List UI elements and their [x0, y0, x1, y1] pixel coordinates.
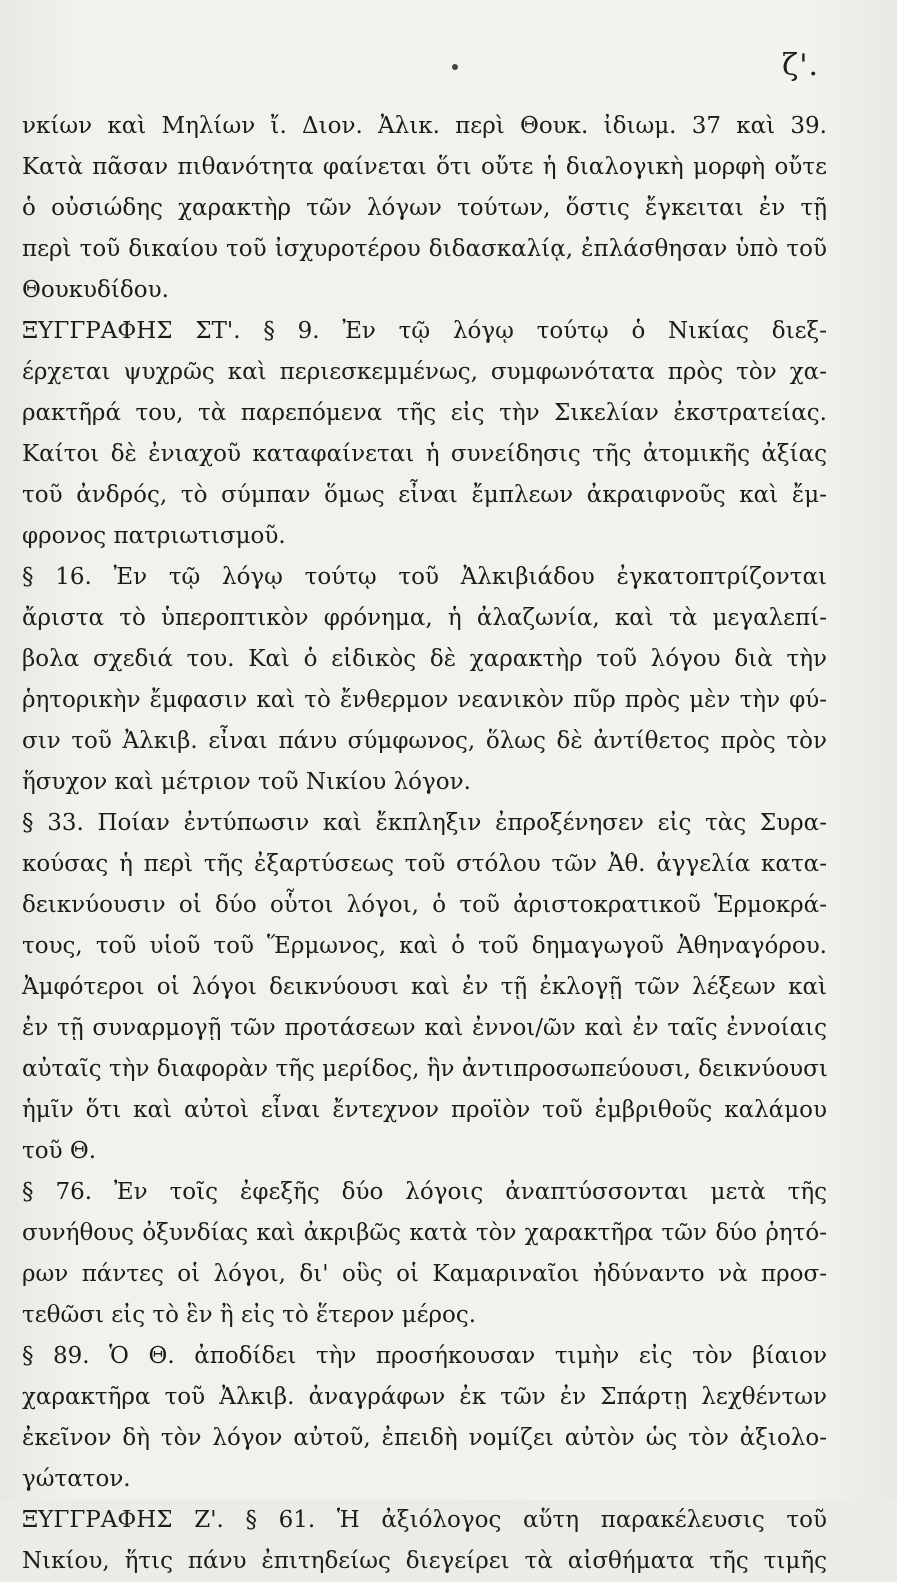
text-line: Καίτοι δὲ ἐνιαχοῦ καταφαίνεται ἡ συνείδησις τῆς ἀτομικῆς ἀξίας [22, 441, 827, 467]
text-line: ΞΥΓΓΡΑΦΗΣ Ζ'. § 61. Ἡ ἀξιόλογος αὕτη παρακέλευσις τοῦ [22, 1507, 827, 1533]
text-line: έρχεται ψυχρῶς καὶ περιεσκεμμένως, συμφωνότατα πρὸς τὸν χα- [22, 359, 827, 385]
text-line: ἥσυχον καὶ μέτριον τοῦ Νικίου λόγον. [22, 769, 471, 795]
text-line: βολα σχεδιά του. Καὶ ὁ εἰδικὸς δὲ χαρακτὴρ τοῦ λόγου διὰ τὴν [22, 646, 827, 672]
text-line: ῥητορικὴν ἔμφασιν καὶ τὸ ἔνθερμον νεανικὸν πῦρ πρὸς μὲν τὴν φύ- [22, 687, 827, 713]
text-line: γώτατον. [22, 1466, 131, 1492]
text-line: χαρακτῆρα τοῦ Ἀλκιβ. ἀναγράφων ἐκ τῶν ἐν Σπάρτῃ λεχθέντων [22, 1384, 827, 1410]
text-line: ἡμῖν ὅτι καὶ αὐτοὶ εἶναι ἔντεχνον προϊὸν τοῦ ἐμβριθοῦς καλάμου [22, 1097, 827, 1123]
printer-dot [452, 64, 458, 70]
page-number: ζ'. [781, 48, 819, 83]
text-line: ΞΥΓΓΡΑΦΗΣ ΣΤ'. § 9. Ἐν τῷ λόγῳ τούτῳ ὁ Νικίας διεξ- [22, 318, 827, 344]
text-line: § 16. Ἐν τῷ λόγῳ τούτῳ τοῦ Ἀλκιβιάδου ἐγκατοπτρίζονται [22, 564, 827, 590]
text-line: § 76. Ἐν τοῖς ἐφεξῆς δύο λόγοις ἀναπτύσσονται μετὰ τῆς [22, 1179, 827, 1205]
text-line: ρων πάντες οἱ λόγοι, δι' οὓς οἱ Καμαριναῖοι ἠδύναντο νὰ προσ- [22, 1261, 827, 1287]
text-line: φρονος πατριωτισμοῦ. [22, 523, 286, 549]
text-line: περὶ τοῦ δικαίου τοῦ ἰσχυροτέρου διδασκαλίᾳ, ἐπλάσθησαν ὑπὸ τοῦ [22, 236, 827, 262]
text-line: ὁ οὐσιώδης χαρακτὴρ τῶν λόγων τούτων, ὅστις ἔγκειται ἐν τῇ [22, 195, 827, 221]
text-line: Θουκυδίδου. [22, 277, 169, 303]
text-line: νκίων καὶ Μηλίων ἴ. Διον. Ἀλικ. περὶ Θουκ. ἰδιωμ. 37 καὶ 39. [22, 113, 827, 139]
text-line: τους, τοῦ υἱοῦ τοῦ Ἕρμωνος, καὶ ὁ τοῦ δημαγωγοῦ Ἀθηναγόρου. [22, 933, 827, 959]
text-line: ἐν τῇ συναρμογῇ τῶν προτάσεων καὶ ἐννοι/ῶν καὶ ἐν ταῖς ἐννοίαις [22, 1015, 827, 1041]
text-line: ρακτῆρά του, τὰ παρεπόμενα τῆς εἰς τὴν Σικελίαν ἐκστρατείας. [22, 400, 827, 426]
text-line: ἄριστα τὸ ὑπεροπτικὸν φρόνημα, ἡ ἀλαζωνία, καὶ τὰ μεγαλεπί- [22, 605, 827, 631]
text-line: § 33. Ποίαν ἐντύπωσιν καὶ ἔκπληξιν ἐπροξένησεν εἰς τὰς Συρα- [22, 810, 827, 836]
text-line: σιν τοῦ Ἀλκιβ. εἶναι πάνυ σύμφωνος, ὅλως δὲ ἀντίθετος πρὸς τὸν [22, 728, 827, 754]
body-text [22, 106, 827, 1582]
text-line: Κατὰ πᾶσαν πιθανότητα φαίνεται ὅτι οὔτε ἡ διαλογικὴ μορφὴ οὔτε [22, 154, 827, 180]
text-line: § 89. Ὁ Θ. ἀποδίδει τὴν προσήκουσαν τιμὴν εἰς τὸν βίαιον [22, 1343, 827, 1369]
text-line: τεθῶσι εἰς τὸ ἓν ἢ εἰς τὸ ἕτερον μέρος. [22, 1302, 477, 1328]
text-line: κούσας ἡ περὶ τῆς ἐξαρτύσεως τοῦ στόλου τῶν Ἀθ. ἀγγελία κατα- [22, 851, 827, 877]
text-line: αὐταῖς τὴν διαφορὰν τῆς μερίδος, ἣν ἀντιπροσωπεύουσι, δεικνύουσι [22, 1056, 828, 1082]
text-line: δεικνύουσιν οἱ δύο οὗτοι λόγοι, ὁ τοῦ ἀριστοκρατικοῦ Ἑρμοκρά- [22, 892, 827, 918]
text-line: τοῦ Θ. [22, 1138, 97, 1164]
text-line: συνήθους ὀξυνδίας καὶ ἀκριβῶς κατὰ τὸν χαρακτῆρα τῶν δύο ῥητό- [22, 1220, 827, 1246]
text-line: ἐκεῖνον δὴ τὸν λόγον αὐτοῦ, ἐπειδὴ νομίζει αὐτὸν ὡς τὸν ἀξιολο- [22, 1425, 827, 1451]
text-line: τοῦ ἀνδρός, τὸ σύμπαν ὅμως εἶναι ἔμπλεων ἀκραιφνοῦς καὶ ἔμ- [22, 482, 827, 508]
text-line: Νικίου, ἥτις πάνυ ἐπιτηδείως διεγείρει τὰ αἰσθήματα τῆς τιμῆς [22, 1548, 827, 1574]
text-line: Ἀμφότεροι οἱ λόγοι δεικνύουσι καὶ ἐν τῇ ἐκλογῇ τῶν λέξεων καὶ [22, 974, 827, 1000]
